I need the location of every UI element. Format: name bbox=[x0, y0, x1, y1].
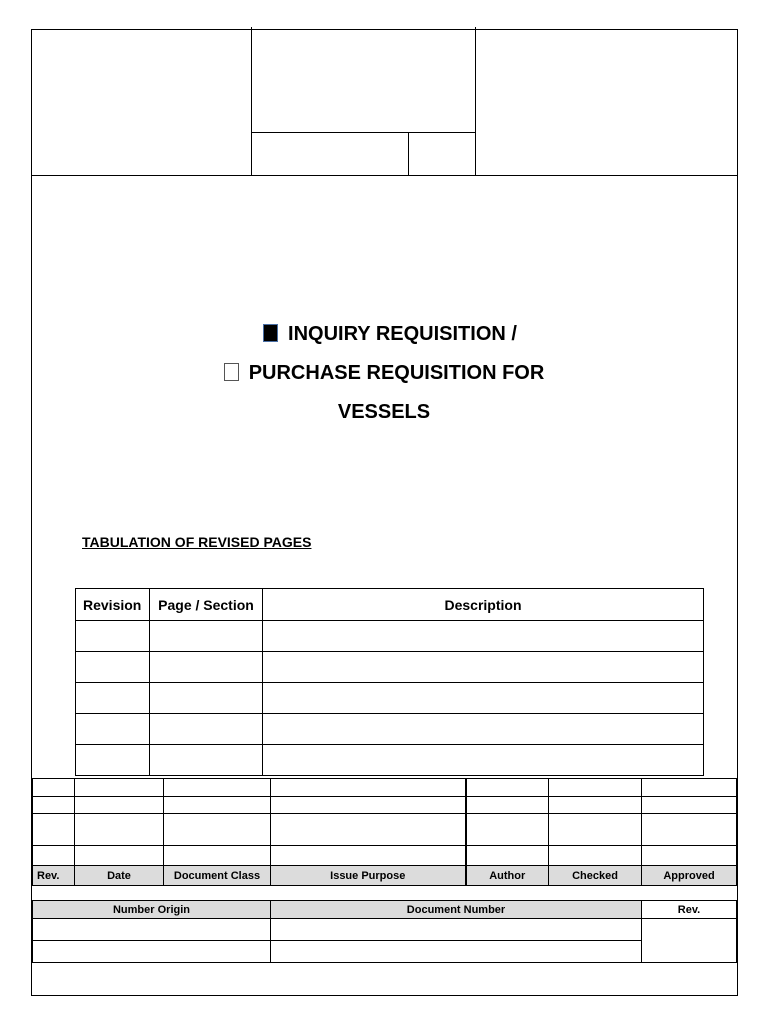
table-cell[interactable] bbox=[263, 621, 704, 652]
title-text-1: INQUIRY REQUISITION / bbox=[288, 323, 517, 345]
title-line-3: VESSELS bbox=[337, 401, 431, 423]
table-cell[interactable] bbox=[150, 683, 263, 714]
purchase-checkbox[interactable] bbox=[224, 363, 239, 381]
table-cell[interactable] bbox=[76, 621, 150, 652]
table-cell[interactable] bbox=[263, 652, 704, 683]
document-number-cell[interactable] bbox=[271, 941, 642, 963]
table-cell[interactable] bbox=[76, 683, 150, 714]
number-origin-cell[interactable] bbox=[33, 941, 271, 963]
separator-line bbox=[31, 885, 738, 886]
col-number-rev: Rev. bbox=[642, 901, 737, 919]
number-row bbox=[33, 919, 737, 941]
table-cell[interactable] bbox=[150, 714, 263, 745]
table-cell[interactable] bbox=[150, 652, 263, 683]
revision-history-table bbox=[32, 778, 737, 886]
title-text-2: PURCHASE REQUISITION FOR bbox=[248, 362, 545, 384]
revision-blank-row bbox=[33, 846, 737, 866]
table-cell[interactable] bbox=[76, 745, 150, 776]
col-approved: Approved bbox=[642, 866, 737, 886]
col-document-number: Document Number bbox=[271, 901, 642, 919]
table-cell[interactable] bbox=[263, 683, 704, 714]
rev-cell[interactable] bbox=[642, 919, 737, 963]
table-cell[interactable] bbox=[150, 745, 263, 776]
table-row bbox=[76, 652, 704, 683]
col-document-class: Document Class bbox=[164, 866, 271, 886]
table-cell[interactable] bbox=[263, 745, 704, 776]
header-center-split bbox=[251, 132, 476, 133]
number-origin-cell[interactable] bbox=[33, 919, 271, 941]
revision-header-row bbox=[33, 866, 737, 886]
inquiry-checkbox[interactable] bbox=[263, 324, 278, 342]
number-header-row bbox=[33, 901, 737, 919]
revision-blank-row bbox=[33, 814, 737, 846]
header-divider-2 bbox=[475, 27, 476, 176]
table-cell[interactable] bbox=[263, 714, 704, 745]
table-row bbox=[76, 621, 704, 652]
col-date: Date bbox=[75, 866, 164, 886]
col-description: Description bbox=[263, 589, 704, 621]
title-line-1 bbox=[0, 323, 768, 346]
col-author: Author bbox=[466, 866, 549, 886]
revised-pages-table bbox=[75, 588, 704, 776]
table-row bbox=[76, 745, 704, 776]
header-small-divider bbox=[408, 132, 409, 176]
revision-blank-row bbox=[33, 779, 737, 797]
title-line-2 bbox=[0, 362, 768, 385]
col-revision: Revision bbox=[76, 589, 150, 621]
header-divider-1 bbox=[251, 27, 252, 176]
col-page-section: Page / Section bbox=[150, 589, 263, 621]
col-number-origin: Number Origin bbox=[33, 901, 271, 919]
tabulation-heading: TABULATION OF REVISED PAGES bbox=[82, 534, 312, 550]
table-cell[interactable] bbox=[150, 621, 263, 652]
header-bottom-line bbox=[31, 175, 738, 176]
col-rev: Rev. bbox=[33, 866, 75, 886]
number-row bbox=[33, 941, 737, 963]
table-row bbox=[76, 683, 704, 714]
document-number-table bbox=[32, 900, 737, 963]
table-cell[interactable] bbox=[76, 714, 150, 745]
col-issue-purpose: Issue Purpose bbox=[271, 866, 466, 886]
table-header-row bbox=[76, 589, 704, 621]
col-checked: Checked bbox=[549, 866, 642, 886]
document-number-cell[interactable] bbox=[271, 919, 642, 941]
table-row bbox=[76, 714, 704, 745]
table-cell[interactable] bbox=[76, 652, 150, 683]
revision-blank-row bbox=[33, 797, 737, 814]
